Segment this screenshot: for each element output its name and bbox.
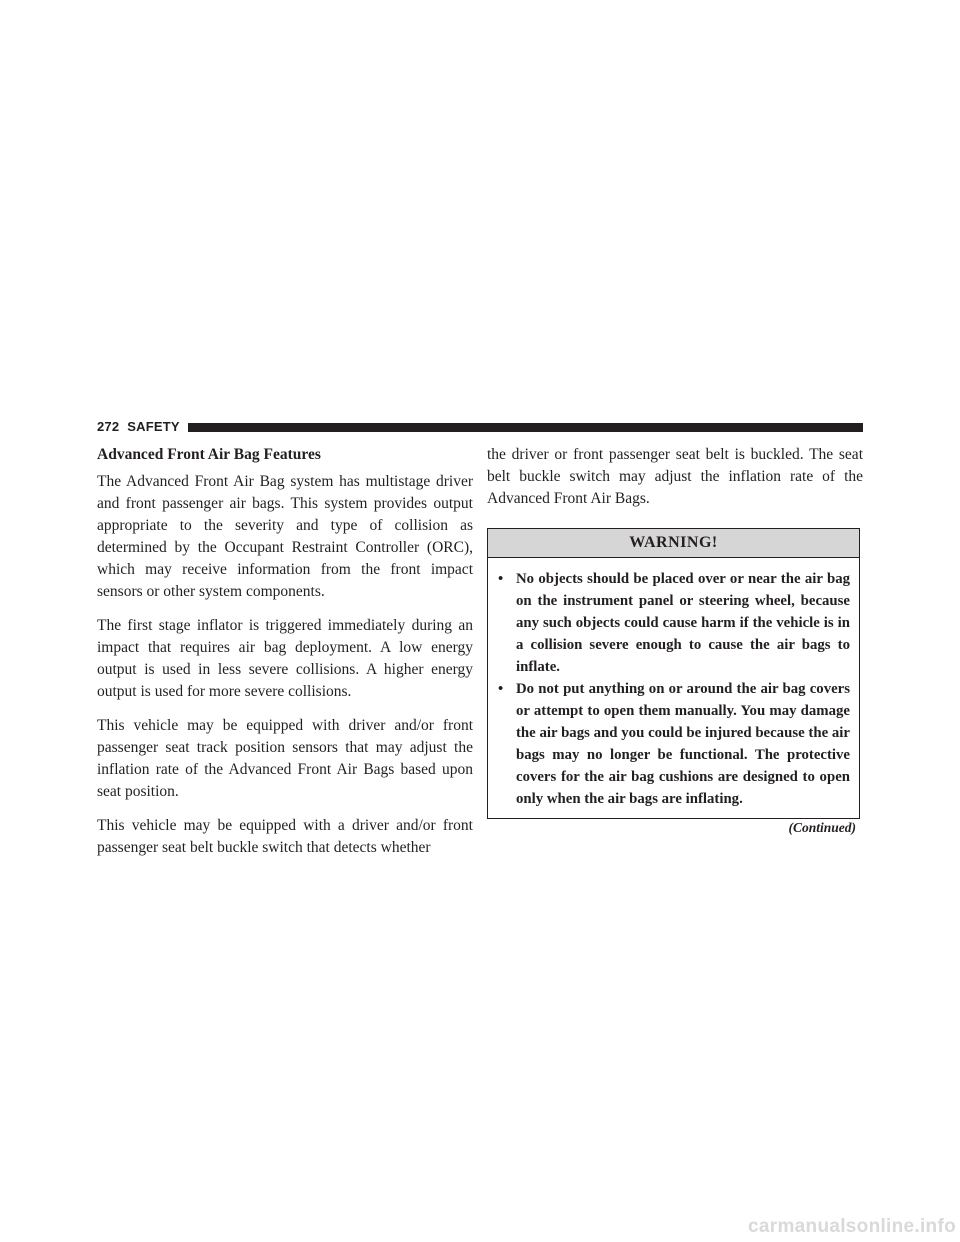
warning-item-text: Do not put anything on or around the air bag covers or attempt to open them manually. You may damage the air bags and you could be injured because the air bags may no longer be functional. The protective covers for the air bag cushions are designed to open only when the air bags are inflating. [516, 681, 850, 807]
warning-item [498, 678, 850, 810]
left-column [97, 444, 473, 871]
warning-list [488, 558, 859, 818]
page-number: 272 [97, 419, 120, 434]
header-rule [188, 423, 863, 432]
paragraph-seat-track: This vehicle may be equipped with driver and/or front passenger seat track position sensors that may adjust the inflation rate of the Advanced Front Air Bags based upon seat position. [97, 717, 473, 800]
bullet-icon: • [498, 681, 504, 697]
right-column [487, 444, 863, 819]
continued-label: (Continued) [788, 820, 856, 835]
paragraph-first-stage: The first stage inflator is triggered immediately during an impact that requires air bag deployment. A low energy output is used in less severe collisions. A higher energy output is used for more severe collisions. [97, 617, 473, 700]
paragraph-continuation: the driver or front passenger seat belt is buckled. The seat belt buckle switch may adjust the inflation rate of the Advanced Front Air Bags. [487, 446, 863, 507]
section-heading: Advanced Front Air Bag Features [97, 446, 321, 463]
page-header [97, 418, 863, 436]
warning-item-text: No objects should be placed over or near the air bag on the instrument panel or steering wheel, because any such objects could cause harm if the vehicle is in a collision severe enough to cause the air bags to inflate. [516, 571, 850, 675]
section-title: SAFETY [127, 419, 180, 434]
paragraph-multistage: The Advanced Front Air Bag system has multistage driver and front passenger air bags. This system provides output appropriate to the severity and type of collision as determined by the Occupant Restraint Controller (ORC), which may receive information from the front impact sensors or other system components. [97, 473, 473, 600]
warning-item [498, 568, 850, 678]
warning-title: WARNING! [488, 529, 859, 558]
warning-box [487, 528, 860, 819]
paragraph-buckle-switch: This vehicle may be equipped with a driver and/or front passenger seat belt buckle switch that detects whether [97, 817, 473, 856]
watermark: carmanualsonline.info [748, 1216, 956, 1237]
bullet-icon: • [498, 571, 504, 587]
